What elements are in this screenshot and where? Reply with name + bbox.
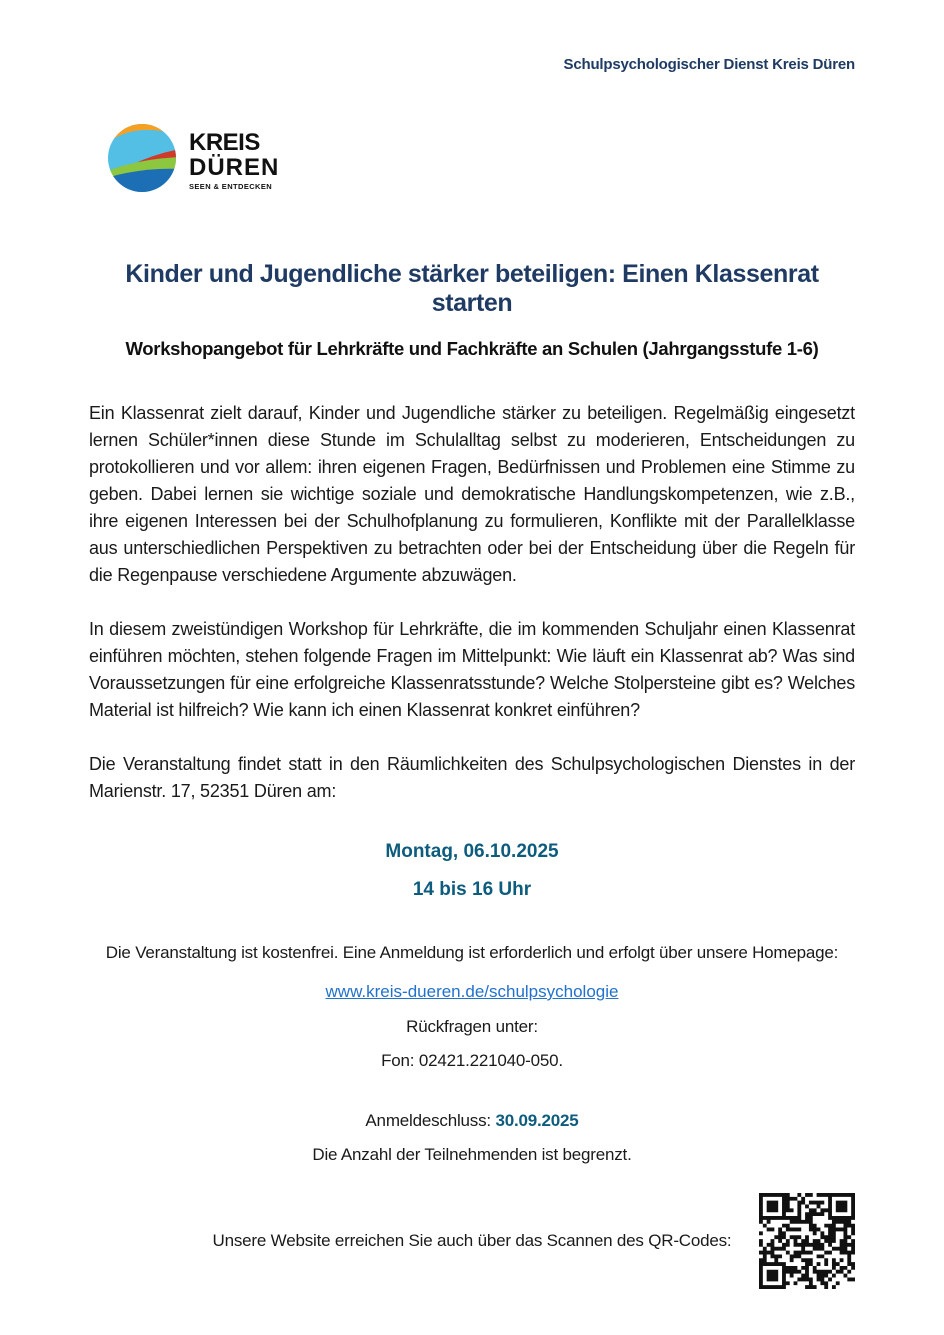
subtitle: Workshopangebot für Lehrkräfte und Fachkräfte an Schulen (Jahrgangsstufe 1-6) bbox=[125, 338, 819, 359]
homepage-link[interactable]: www.kreis-dueren.de/schulpsychologie bbox=[325, 982, 619, 1001]
page-title: Kinder und Jugendliche stärker beteiligen: Einen Klassenrat starten bbox=[125, 260, 819, 317]
event-time: 14 bis 16 Uhr bbox=[412, 879, 532, 900]
logo-line1: KREIS bbox=[189, 128, 260, 156]
qr-section bbox=[89, 1193, 855, 1293]
phone-number: Fon: 02421.221040-050. bbox=[381, 1051, 563, 1070]
capacity-note: Die Anzahl der Teilnehmenden ist begrenzt. bbox=[312, 1145, 632, 1164]
paragraph-location: Die Veranstaltung findet statt in den Räumlichkeiten des Schulpsychologischen Dienstes in der Marienstr. 17, 52351 Düren am: bbox=[89, 754, 855, 801]
qr-caption: Unsere Website erreichen Sie auch über das Scannen des QR-Codes: bbox=[212, 1231, 732, 1250]
questions-label: Rückfragen unter: bbox=[406, 1017, 538, 1036]
header-org-name: Schulpsychologischer Dienst Kreis Düren bbox=[563, 56, 855, 73]
paragraph-intro: Ein Klassenrat zielt darauf, Kinder und Jugendliche stärker zu beteiligen. Regelmäßig eingesetzt lernen Schüler*innen diese Stunde im Schulalltag selbst zu moderieren, Entscheidungen zu protokollieren und vor allem: ihren eigenen Fragen, Bedürfnissen und Problemen eine Stimme zu geben. Dabei lernen sie wichtige soziale und demokratische Handlungskompetenzen, wie z.B., ihre eigenen Interessen bei der Schulhofplanung zu formulieren, Konflikte mit der Parallelklasse aus unterschiedlichen Perspektiven zu betrachten oder bei der Entscheidung über die Regeln für die Regenpause verschiedene Argumente abzuwägen. bbox=[89, 403, 855, 585]
homepage-link-line bbox=[89, 982, 855, 1002]
deadline-label: Anmeldeschluss: bbox=[365, 1111, 491, 1130]
logo-tagline: SEEN & ENTDECKEN bbox=[189, 181, 273, 191]
deadline-date: 30.09.2025 bbox=[495, 1111, 579, 1130]
logo-globe-icon bbox=[105, 121, 179, 200]
registration-info: Die Veranstaltung ist kostenfrei. Eine Anmeldung ist erforderlich und erfolgt über unsere Homepage: bbox=[105, 943, 839, 962]
qr-code bbox=[759, 1193, 855, 1289]
kreis-dueren-logo bbox=[105, 121, 325, 200]
paragraph-workshop-details: In diesem zweistündigen Workshop für Lehrkräfte, die im kommenden Schuljahr einen Klassenrat einführen möchten, stehen folgende Fragen im Mittelpunkt: Wie läuft ein Klassenrat ab? Was sind Voraussetzungen für eine erfolgreiche Klassenratsstunde? Welche Stolpersteine gibt es? Welches Material ist hilfreich? Wie kann ich einen Klassenrat konkret einführen? bbox=[89, 619, 855, 720]
deadline-line bbox=[89, 1111, 855, 1131]
logo-line2: DÜREN bbox=[189, 153, 280, 181]
event-date: Montag, 06.10.2025 bbox=[385, 841, 559, 862]
logo-wordmark bbox=[189, 128, 280, 191]
